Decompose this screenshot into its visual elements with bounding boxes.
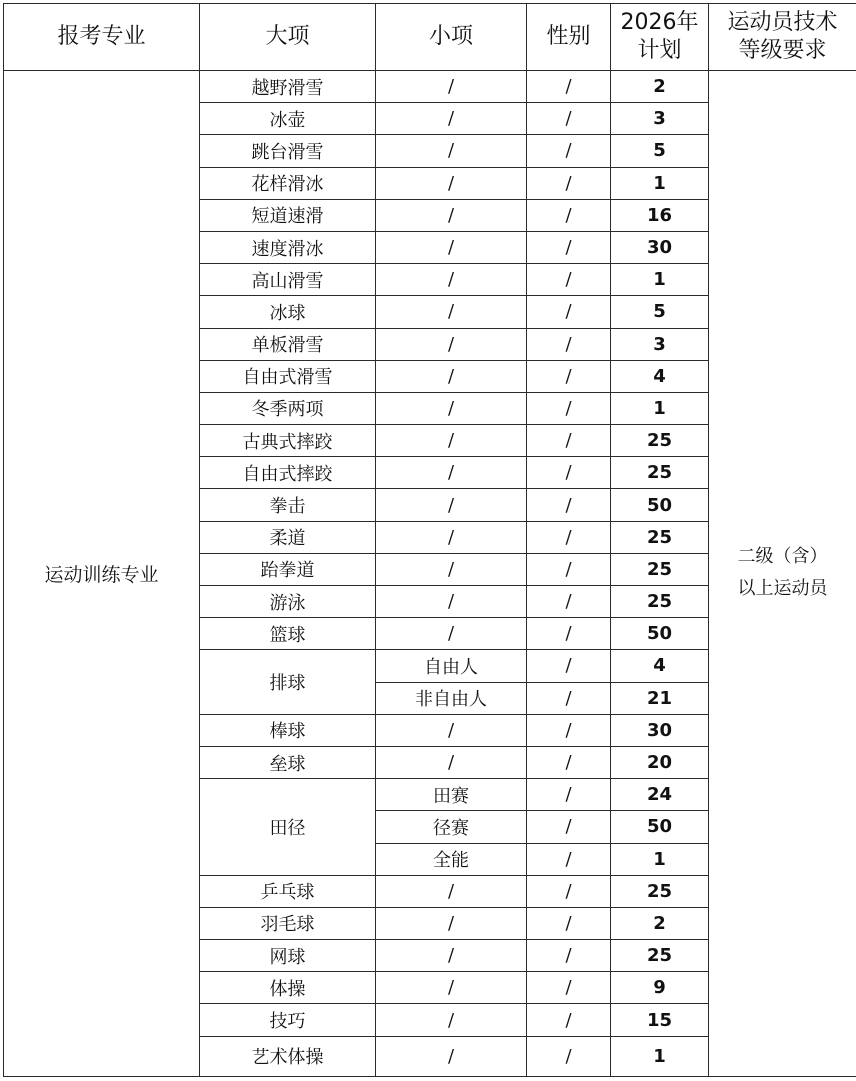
major-item-cell: 古典式摔跤 <box>200 425 376 457</box>
minor-item-cell: / <box>376 71 527 103</box>
gender-cell: / <box>527 586 611 618</box>
gender-cell: / <box>527 811 611 843</box>
header-plan <box>611 4 709 71</box>
gender-cell: / <box>527 425 611 457</box>
minor-item-cell: / <box>376 135 527 167</box>
gender-cell: / <box>527 489 611 521</box>
gender-cell: / <box>527 135 611 167</box>
gender-cell: / <box>527 618 611 650</box>
minor-item-cell: / <box>376 714 527 746</box>
quota-cell: 5 <box>611 135 709 167</box>
major-item-cell: 游泳 <box>200 586 376 618</box>
major-item-cell: 自由式摔跤 <box>200 457 376 489</box>
major-item-cell: 冰壶 <box>200 103 376 135</box>
major-item-cell: 单板滑雪 <box>200 328 376 360</box>
quota-cell: 1 <box>611 264 709 296</box>
header-plan-line2: 计划 <box>637 38 682 63</box>
gender-cell: / <box>527 682 611 714</box>
quota-cell: 3 <box>611 103 709 135</box>
major-item-cell: 体操 <box>200 972 376 1004</box>
major-item-cell: 技巧 <box>200 1004 376 1036</box>
gender-cell: / <box>527 103 611 135</box>
minor-item-cell: / <box>376 618 527 650</box>
major-item-cell: 网球 <box>200 940 376 972</box>
major-item-cell: 篮球 <box>200 618 376 650</box>
major-item-cell: 田径 <box>200 779 376 876</box>
quota-cell: 25 <box>611 875 709 907</box>
gender-cell: / <box>527 521 611 553</box>
quota-cell: 2 <box>611 71 709 103</box>
minor-item-cell: / <box>376 489 527 521</box>
major-item-cell: 跳台滑雪 <box>200 135 376 167</box>
minor-item-cell: 径赛 <box>376 811 527 843</box>
minor-item-cell: / <box>376 425 527 457</box>
level-requirement-cell <box>709 71 856 1077</box>
table-row <box>4 71 856 103</box>
quota-cell: 21 <box>611 682 709 714</box>
enrollment-plan-table <box>3 3 856 1077</box>
minor-item-cell: / <box>376 264 527 296</box>
gender-cell: / <box>527 650 611 682</box>
major-item-cell: 冬季两项 <box>200 392 376 424</box>
quota-cell: 1 <box>611 843 709 875</box>
minor-item-cell: / <box>376 392 527 424</box>
quota-cell: 3 <box>611 328 709 360</box>
gender-cell: / <box>527 296 611 328</box>
header-level <box>709 4 856 71</box>
major-item-cell: 高山滑雪 <box>200 264 376 296</box>
major-item-cell: 排球 <box>200 650 376 714</box>
gender-cell: / <box>527 167 611 199</box>
major-item-cell: 柔道 <box>200 521 376 553</box>
gender-cell: / <box>527 972 611 1004</box>
major-item-cell: 艺术体操 <box>200 1036 376 1076</box>
specialty-cell: 运动训练专业 <box>4 71 200 1077</box>
quota-cell: 1 <box>611 392 709 424</box>
minor-item-cell: / <box>376 360 527 392</box>
gender-cell: / <box>527 875 611 907</box>
gender-cell: / <box>527 779 611 811</box>
minor-item-cell: 全能 <box>376 843 527 875</box>
major-item-cell: 自由式滑雪 <box>200 360 376 392</box>
minor-item-cell: 非自由人 <box>376 682 527 714</box>
minor-item-cell: / <box>376 328 527 360</box>
major-item-cell: 垒球 <box>200 746 376 778</box>
minor-item-cell: / <box>376 875 527 907</box>
level-requirement-line2: 以上运动员 <box>737 578 828 600</box>
header-major-item: 大项 <box>200 4 376 71</box>
quota-cell: 4 <box>611 360 709 392</box>
quota-cell: 25 <box>611 553 709 585</box>
quota-cell: 15 <box>611 1004 709 1036</box>
minor-item-cell: / <box>376 199 527 231</box>
gender-cell: / <box>527 231 611 263</box>
gender-cell: / <box>527 1004 611 1036</box>
header-row <box>4 4 856 71</box>
quota-cell: 25 <box>611 457 709 489</box>
header-level-line2: 等级要求 <box>738 38 827 63</box>
gender-cell: / <box>527 392 611 424</box>
major-item-cell: 越野滑雪 <box>200 71 376 103</box>
quota-cell: 25 <box>611 586 709 618</box>
minor-item-cell: / <box>376 1004 527 1036</box>
quota-cell: 9 <box>611 972 709 1004</box>
header-level-line1: 运动员技术 <box>727 10 838 35</box>
minor-item-cell: / <box>376 457 527 489</box>
quota-cell: 1 <box>611 167 709 199</box>
quota-cell: 20 <box>611 746 709 778</box>
table-body <box>4 71 856 1077</box>
minor-item-cell: / <box>376 521 527 553</box>
quota-cell: 25 <box>611 521 709 553</box>
major-item-cell: 短道速滑 <box>200 199 376 231</box>
major-item-cell: 速度滑冰 <box>200 231 376 263</box>
quota-cell: 2 <box>611 907 709 939</box>
header-gender: 性别 <box>527 4 611 71</box>
major-item-cell: 冰球 <box>200 296 376 328</box>
gender-cell: / <box>527 746 611 778</box>
gender-cell: / <box>527 199 611 231</box>
quota-cell: 25 <box>611 940 709 972</box>
gender-cell: / <box>527 907 611 939</box>
gender-cell: / <box>527 71 611 103</box>
gender-cell: / <box>527 714 611 746</box>
quota-cell: 25 <box>611 425 709 457</box>
quota-cell: 50 <box>611 489 709 521</box>
header-plan-line1: 2026年 <box>620 10 699 35</box>
header-minor-item: 小项 <box>376 4 527 71</box>
minor-item-cell: / <box>376 231 527 263</box>
minor-item-cell: / <box>376 586 527 618</box>
major-item-cell: 乒乓球 <box>200 875 376 907</box>
minor-item-cell: / <box>376 553 527 585</box>
gender-cell: / <box>527 940 611 972</box>
level-requirement-line1: 二级（含） <box>737 546 828 568</box>
quota-cell: 30 <box>611 231 709 263</box>
gender-cell: / <box>527 264 611 296</box>
minor-item-cell: / <box>376 1036 527 1076</box>
major-item-cell: 羽毛球 <box>200 907 376 939</box>
header-specialty: 报考专业 <box>4 4 200 71</box>
major-item-cell: 花样滑冰 <box>200 167 376 199</box>
minor-item-cell: 田赛 <box>376 779 527 811</box>
gender-cell: / <box>527 328 611 360</box>
quota-cell: 30 <box>611 714 709 746</box>
gender-cell: / <box>527 1036 611 1076</box>
quota-cell: 24 <box>611 779 709 811</box>
major-item-cell: 拳击 <box>200 489 376 521</box>
minor-item-cell: / <box>376 746 527 778</box>
minor-item-cell: / <box>376 167 527 199</box>
gender-cell: / <box>527 457 611 489</box>
major-item-cell: 跆拳道 <box>200 553 376 585</box>
minor-item-cell: / <box>376 907 527 939</box>
gender-cell: / <box>527 360 611 392</box>
quota-cell: 1 <box>611 1036 709 1076</box>
minor-item-cell: / <box>376 940 527 972</box>
minor-item-cell: / <box>376 103 527 135</box>
quota-cell: 50 <box>611 618 709 650</box>
quota-cell: 16 <box>611 199 709 231</box>
minor-item-cell: / <box>376 296 527 328</box>
gender-cell: / <box>527 553 611 585</box>
quota-cell: 4 <box>611 650 709 682</box>
major-item-cell: 棒球 <box>200 714 376 746</box>
minor-item-cell: / <box>376 972 527 1004</box>
gender-cell: / <box>527 843 611 875</box>
minor-item-cell: 自由人 <box>376 650 527 682</box>
quota-cell: 50 <box>611 811 709 843</box>
quota-cell: 5 <box>611 296 709 328</box>
